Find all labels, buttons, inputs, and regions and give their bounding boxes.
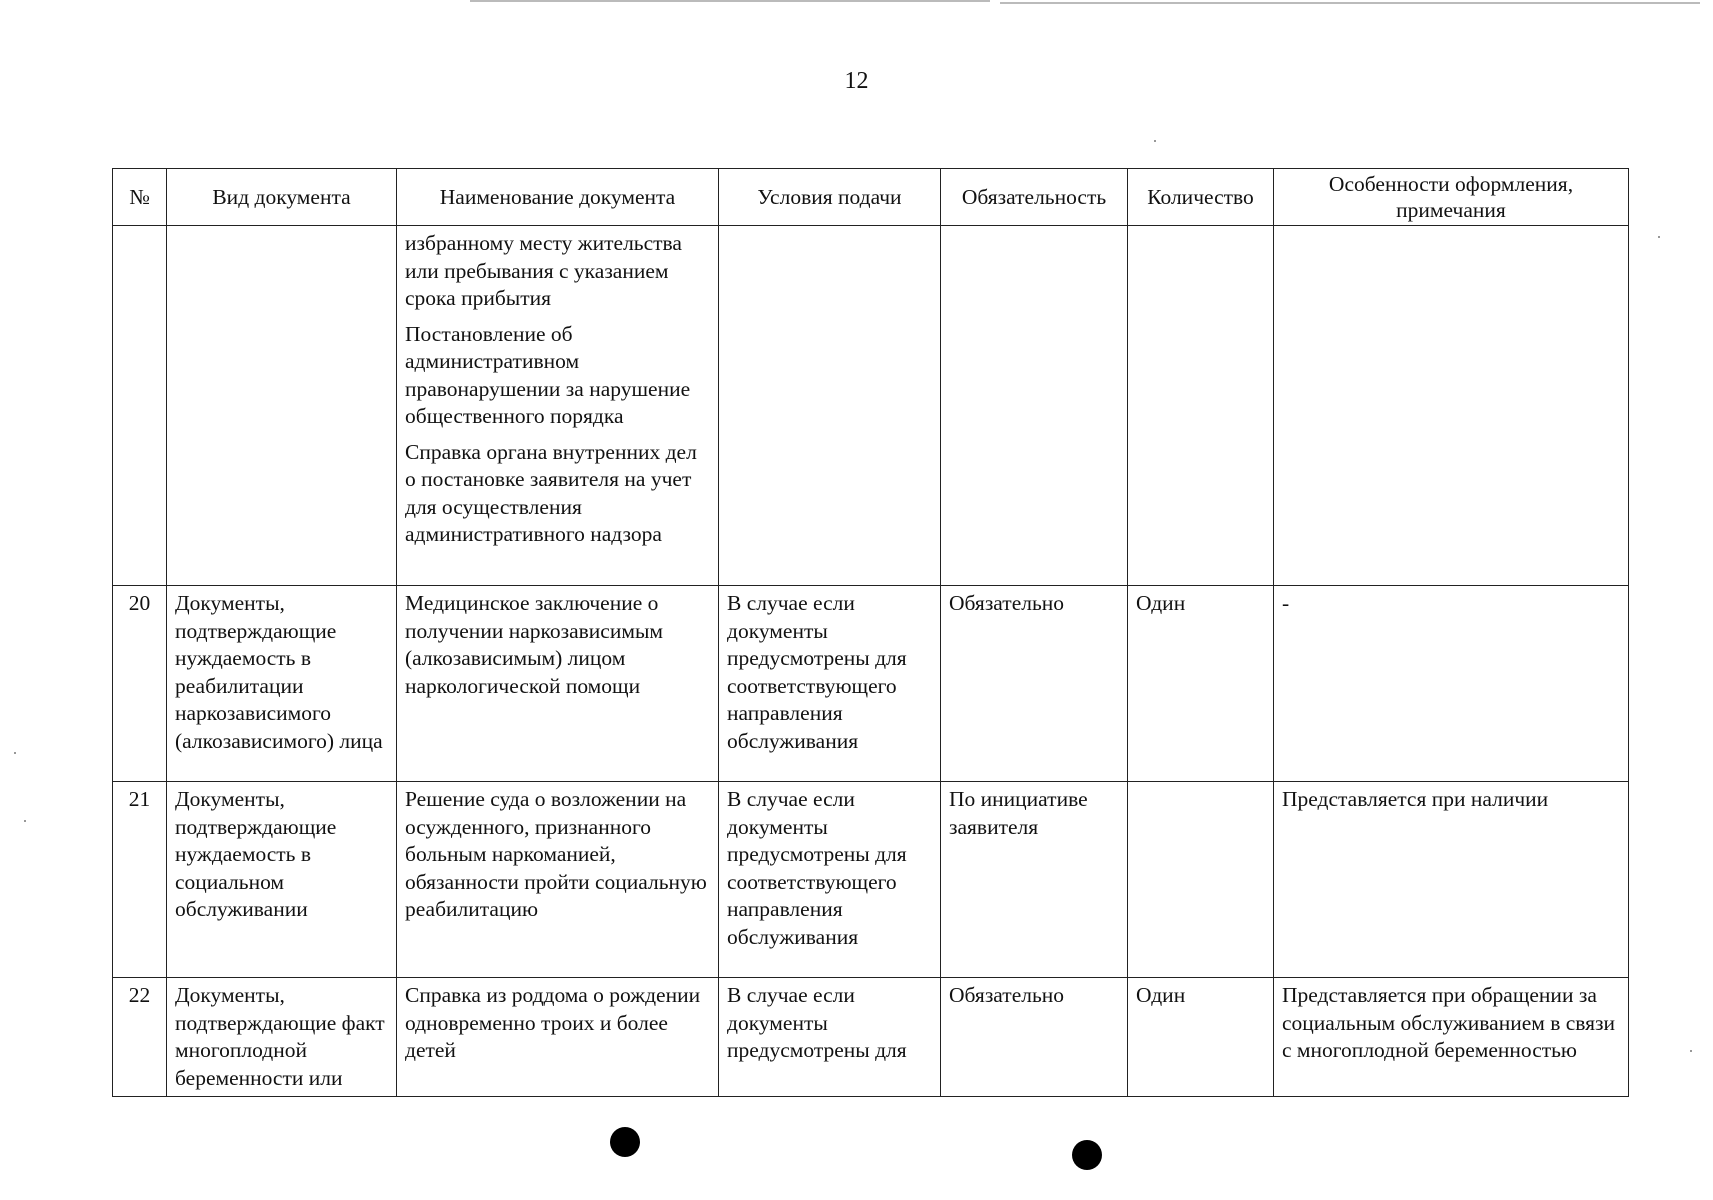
page-number: 12 [844,68,869,94]
scan-artifact [470,0,990,2]
row-quantity [1128,226,1274,586]
table-row [113,586,1629,782]
scan-speck [1154,140,1156,142]
doc-name: Медицинское заключение о получении наркозависимым (алкозависимым) лицом наркологической помощи [405,591,663,698]
row-mandatory: По инициативе заявителя [941,782,1128,978]
doc-name: Справка органа внутренних дел о постановке заявителя на учет для осуществления административного надзора [405,439,697,546]
row-doc-names [397,782,719,978]
scan-speck [1658,236,1660,238]
table-row [113,782,1629,978]
scan-speck [14,752,16,754]
table-row [113,226,1629,586]
header-num: № [113,169,167,226]
row-conditions: В случае если документы предусмотрены для соответствующего направления обслуживания [719,782,941,978]
row-conditions [719,226,941,586]
row-num [113,226,167,586]
table-row [113,978,1629,1097]
row-doc-type: Документы, подтверждающие нуждаемость в реабилитации наркозависимого (алкозависимого) лица [167,586,397,782]
binding-hole-mark [1072,1140,1102,1170]
row-mandatory: Обязательно [941,586,1128,782]
doc-name: Решение суда о возложении на осужденного, признанного больным наркоманией, обязанности пройти социальную реабилитацию [405,787,707,921]
header-conditions: Условия подачи [719,169,941,226]
doc-name: Справка из роддома о рождении одновременно троих и более детей [405,983,701,1062]
row-quantity: Один [1128,978,1274,1097]
row-num: 20 [113,586,167,782]
row-doc-type: Документы, подтверждающие нуждаемость в социальном обслуживании [167,782,397,978]
header-doc-name: Наименование документа [397,169,719,226]
row-quantity [1128,782,1274,978]
header-quantity: Количество [1128,169,1274,226]
row-notes [1274,226,1629,586]
row-mandatory: Обязательно [941,978,1128,1097]
doc-name: избранному месту жительства или пребывания с указанием срока прибытия [405,231,682,310]
row-num: 22 [113,978,167,1097]
row-num: 21 [113,782,167,978]
row-doc-names [397,586,719,782]
row-notes: Представляется при обращении за социальным обслуживанием в связи с многоплодной беременностью [1274,978,1629,1097]
row-conditions: В случае если документы предусмотрены для [719,978,941,1097]
header-notes: Особенности оформления, примечания [1274,169,1629,226]
header-mandatory: Обязательность [941,169,1128,226]
row-notes: Представляется при наличии [1274,782,1629,978]
scan-speck [1690,1050,1692,1052]
row-quantity: Один [1128,586,1274,782]
header-doc-type: Вид документа [167,169,397,226]
row-notes: - [1274,586,1629,782]
row-doc-names [397,978,719,1097]
row-doc-type: Документы, подтверждающие факт многоплодной беременности или [167,978,397,1097]
table-header-row [113,169,1629,226]
doc-name: Постановление об административном правонарушении за нарушение общественного порядка [405,321,691,428]
binding-hole-mark [610,1127,640,1157]
row-mandatory [941,226,1128,586]
scan-speck [24,820,26,822]
row-doc-type [167,226,397,586]
scan-artifact [1000,2,1700,4]
row-doc-names [397,226,719,586]
documents-table [112,168,1629,1097]
row-conditions: В случае если документы предусмотрены для соответствующего направления обслуживания [719,586,941,782]
